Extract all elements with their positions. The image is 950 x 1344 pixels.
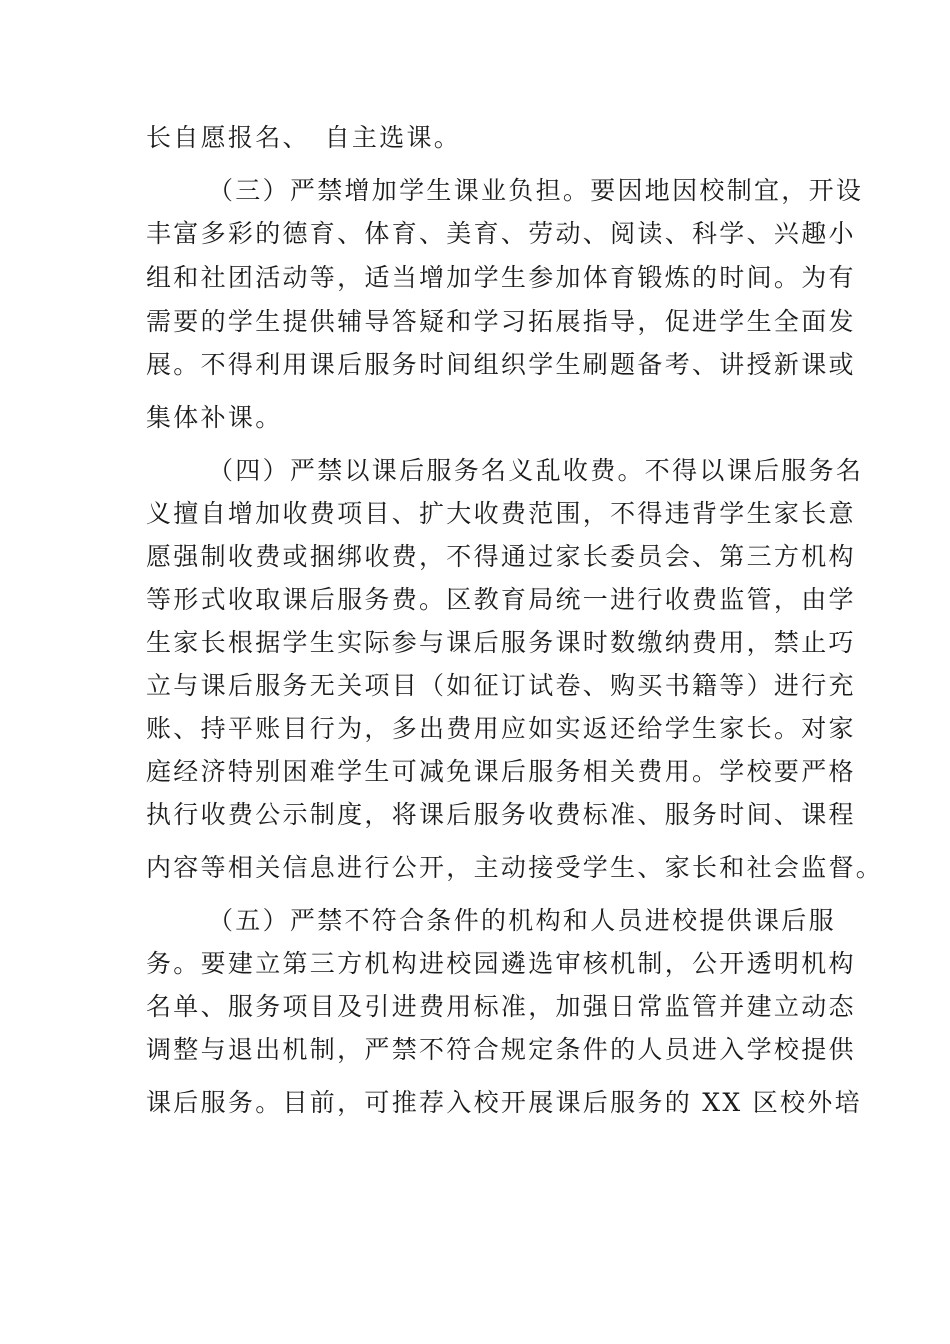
text-line-1: 长自愿报名、 自主选课。 [146, 123, 462, 152]
text-line-15: 庭经济特别困难学生可减免课后服务相关费用。学校要严格 [146, 757, 856, 786]
text-line-14: 账、持平账目行为，多出费用应如实返还给学生家长。对家 [146, 714, 856, 743]
text-line-16: 执行收费公示制度，将课后服务收费标准、服务时间、课程 [146, 800, 856, 829]
text-line-10: 愿强制收费或捆绑收费，不得通过家长委员会、第三方机构 [146, 542, 856, 571]
paragraph-4-heading-line: （四）严禁以课后服务名义乱收费。不得以课后服务名 [208, 456, 864, 485]
text-line-7: 集体补课。 [146, 403, 283, 432]
text-line-12: 生家长根据学生实际参与课后服务课时数缴纳费用，禁止巧 [146, 628, 856, 657]
paragraph-5-heading-line: （五）严禁不符合条件的机构和人员进校提供课后服 [208, 906, 836, 935]
paragraph-3-heading-line: （三）严禁增加学生课业负担。要因地因校制宜，开设 [208, 176, 864, 205]
text-line-6: 展。不得利用课后服务时间组织学生刷题备考、讲授新课或 [146, 350, 856, 379]
text-line-9: 义擅自增加收费项目、扩大收费范围，不得违背学生家长意 [146, 499, 856, 528]
text-line-19: 务。要建立第三方机构进校园遴选审核机制，公开透明机构 [146, 949, 856, 978]
text-line-11: 等形式收取课后服务费。区教育局统一进行收费监管，由学 [146, 585, 856, 614]
text-line-4: 组和社团活动等，适当增加学生参加体育锻炼的时间。为有 [146, 263, 856, 292]
text-line-20: 名单、服务项目及引进费用标准，加强日常监管并建立动态 [146, 992, 856, 1021]
text-line-21: 调整与退出机制，严禁不符合规定条件的人员进入学校提供 [146, 1035, 856, 1064]
text-line-13: 立与课后服务无关项目（如征订试卷、购买书籍等）进行充 [146, 671, 856, 700]
text-line-3: 丰富多彩的德育、体育、美育、劳动、阅读、科学、兴趣小 [146, 219, 856, 248]
text-line-5: 需要的学生提供辅导答疑和学习拓展指导，促进学生全面发 [146, 307, 856, 336]
text-line-17: 内容等相关信息进行公开，主动接受学生、家长和社会监督。 [146, 853, 884, 882]
text-line-22: 课后服务。目前，可推荐入校开展课后服务的 XX 区校外培 [146, 1088, 862, 1117]
